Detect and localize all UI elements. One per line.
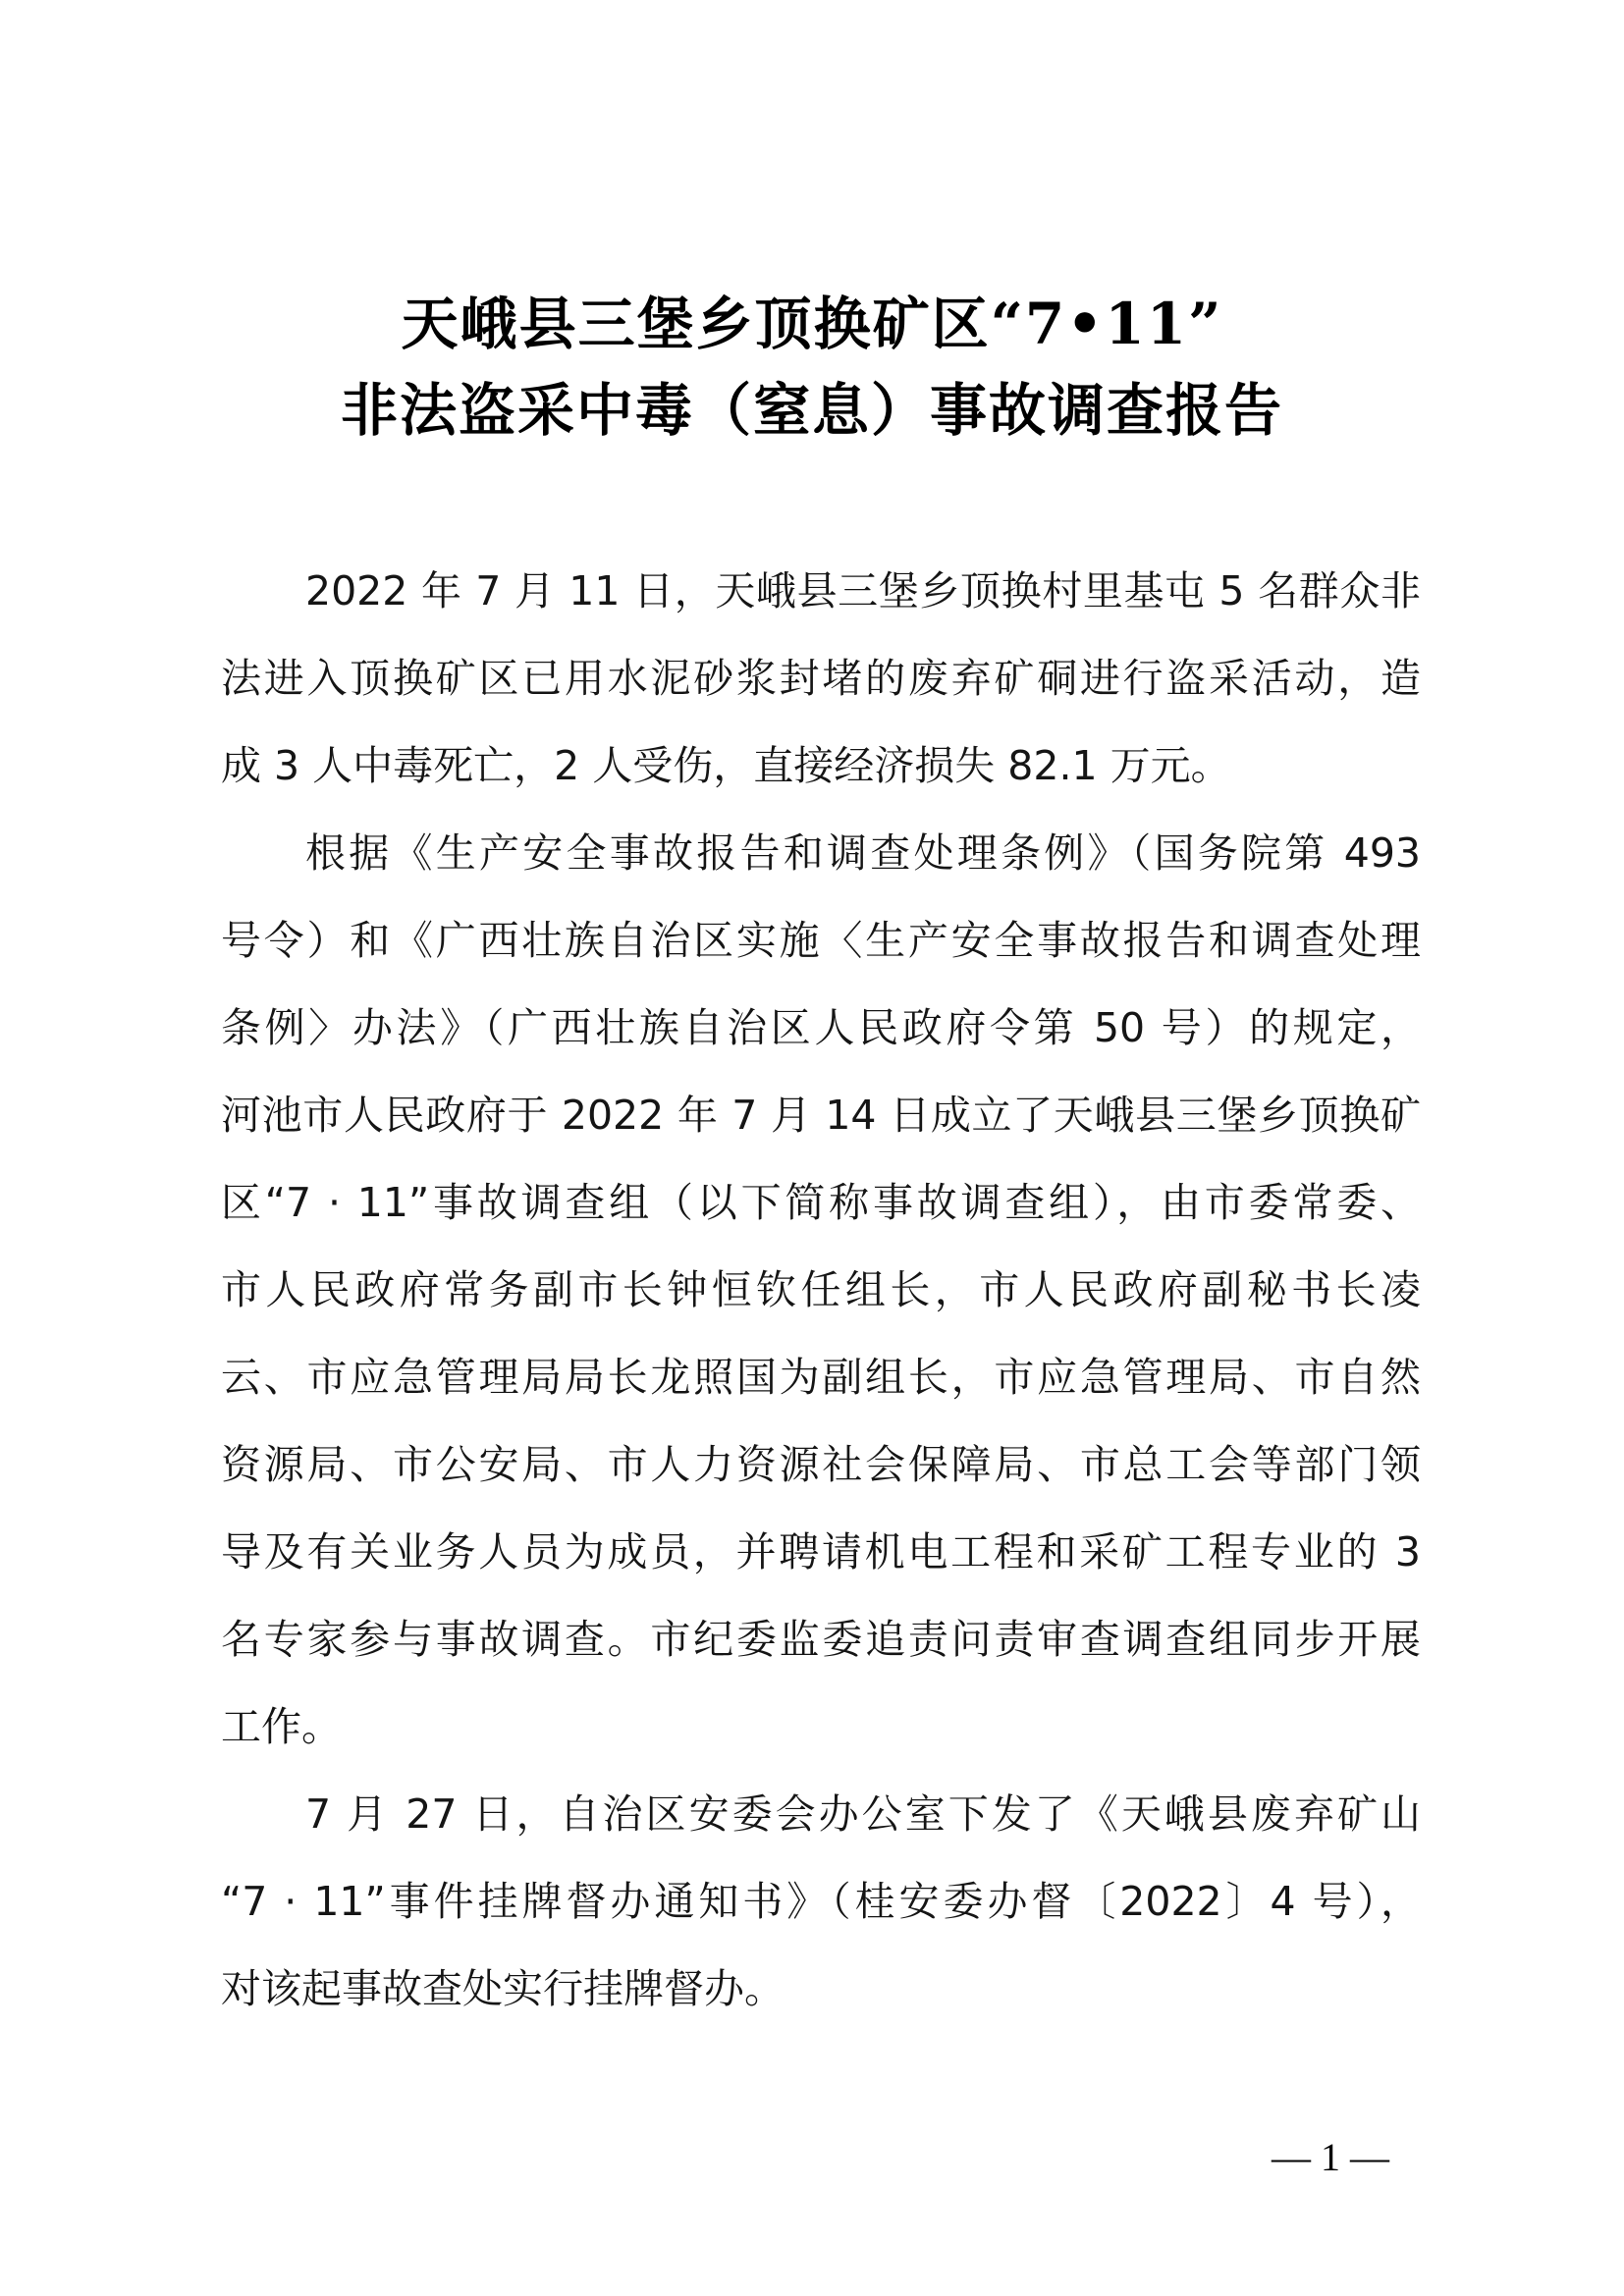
paragraph-line: 2022 年 7 月 11 日，天峨县三堡乡顶换村里基屯 5 名群众非 <box>305 567 1421 614</box>
title-line-2: 非法盗采中毒（窒息）事故调查报告 <box>340 377 1283 444</box>
paragraph-line: 市人民政府常务副市长钟恒钦任组长，市人民政府副秘书长凌 <box>221 1266 1421 1313</box>
paragraph-investigation-team <box>221 810 1421 1771</box>
paragraph-line: 河池市人民政府于 2022 年 7 月 14 日成立了天峨县三堡乡顶换矿 <box>221 1092 1421 1139</box>
paragraph-line: 资源局、市公安局、市人力资源社会保障局、市总工会等部门领 <box>221 1441 1421 1488</box>
paragraph-line: 区“7 · 11”事故调查组（以下简称事故调查组），由市委常委、 <box>221 1179 1421 1226</box>
report-body <box>221 548 1421 2033</box>
paragraph-line: 条例〉办法》（广西壮族自治区人民政府令第 50 号）的规定， <box>221 1004 1421 1051</box>
paragraph-line: 成 3 人中毒死亡，2 人受伤，直接经济损失 82.1 万元。 <box>221 742 1231 789</box>
title-line-1: 天峨县三堡乡顶换矿区“7•11” <box>401 291 1223 357</box>
paragraph-supervision-notice <box>221 1771 1421 2033</box>
paragraph-line: 7 月 27 日，自治区安委会办公室下发了《天峨县废弃矿山 <box>305 1790 1421 1838</box>
paragraph-line: 对该起事故查处实行挂牌督办。 <box>221 1965 785 2012</box>
paragraph-incident-summary <box>221 548 1421 810</box>
page-number: — 1 — <box>1272 2135 1389 2179</box>
paragraph-line: 导及有关业务人员为成员，并聘请机电工程和采矿工程专业的 3 <box>221 1528 1421 1575</box>
report-title <box>0 281 1624 454</box>
paragraph-line: “7 · 11”事件挂牌督办通知书》（桂安委办督〔2022〕4 号）， <box>221 1878 1421 1925</box>
paragraph-line: 法进入顶换矿区已用水泥砂浆封堵的废弃矿硐进行盗采活动，造 <box>221 655 1421 702</box>
paragraph-line: 号令）和《广西壮族自治区实施〈生产安全事故报告和调查处理 <box>221 917 1421 964</box>
paragraph-line: 名专家参与事故调查。市纪委监委追责问责审查调查组同步开展 <box>221 1616 1421 1663</box>
paragraph-line: 根据《生产安全事故报告和调查处理条例》（国务院第 493 <box>305 829 1421 877</box>
paragraph-line: 工作。 <box>221 1703 342 1750</box>
paragraph-line: 云、市应急管理局局长龙照国为副组长，市应急管理局、市自然 <box>221 1354 1421 1401</box>
